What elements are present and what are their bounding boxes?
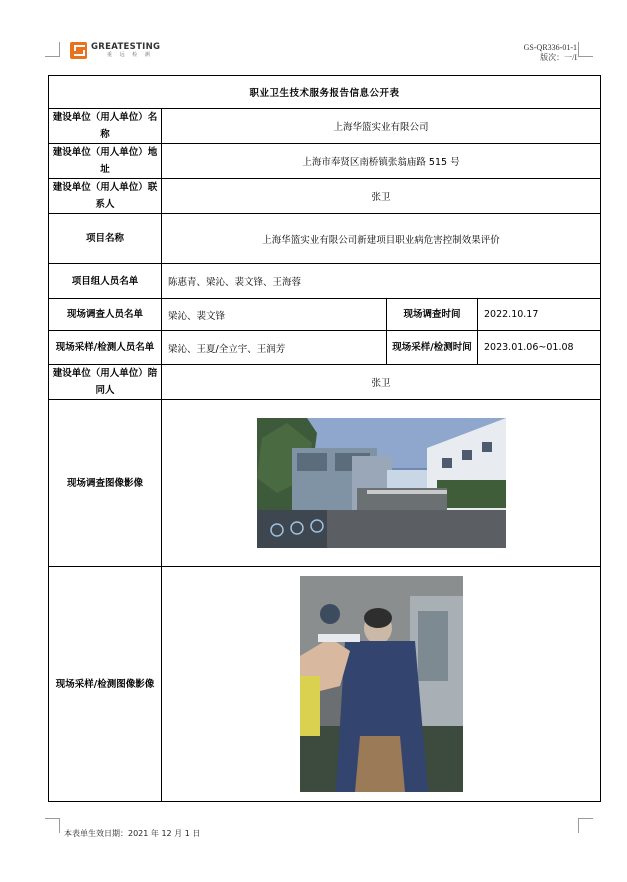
unit-name-label: 建设单位（用人单位）名称 (49, 109, 162, 144)
sampling-time-label: 现场采样/检测时间 (387, 331, 478, 365)
team-label: 项目组人员名单 (49, 264, 162, 299)
document-number: GS-QR336-01-1 (523, 43, 577, 52)
crop-mark-bottom-right (578, 818, 593, 833)
project-name-value: 上海华篮实业有限公司新建项目职业病危害控制效果评价 (162, 214, 601, 264)
sampling-photo-cell (162, 567, 601, 802)
document-version: 版次：一/I (540, 53, 577, 62)
project-name-label: 项目名称 (49, 214, 162, 264)
sampling-site-photo (300, 576, 463, 792)
logo-mark-icon (70, 42, 87, 59)
survey-staff-label: 现场调查人员名单 (49, 299, 162, 331)
sampling-staff-label: 现场采样/检测人员名单 (49, 331, 162, 365)
unit-address-label: 建设单位（用人单位）地址 (49, 144, 162, 179)
survey-staff-value: 梁沁、裴文锋 (162, 299, 387, 331)
sampling-time-value: 2023.01.06~01.08 (478, 331, 601, 365)
survey-time-label: 现场调查时间 (387, 299, 478, 331)
crop-mark-bottom-left (45, 818, 60, 833)
escort-value: 张卫 (162, 365, 601, 400)
unit-name-value: 上海华篮实业有限公司 (162, 109, 601, 144)
contact-value: 张卫 (162, 179, 601, 214)
crop-mark-top-left (45, 42, 60, 57)
sampling-photo-label: 现场采样/检测图像影像 (49, 567, 162, 802)
disclosure-table (48, 75, 601, 802)
unit-address-value: 上海市奉贤区南桥镇张翁庙路 515 号 (162, 144, 601, 179)
crop-mark-top-right (578, 42, 593, 57)
sampling-staff-value: 梁沁、王夏/全立宇、王润芳 (162, 331, 387, 365)
contact-label: 建设单位（用人单位）联系人 (49, 179, 162, 214)
survey-photo-cell (162, 400, 601, 567)
logo-english-name: GREATESTING (91, 41, 161, 52)
effective-date: 本表单生效日期：2021 年 12 月 1 日 (64, 829, 201, 838)
logo-chinese-name: 重 远 检 测 (107, 51, 153, 58)
document-number-block (524, 43, 577, 63)
survey-photo-label: 现场调查图像影像 (49, 400, 162, 567)
survey-time-value: 2022.10.17 (478, 299, 601, 331)
escort-label: 建设单位（用人单位）陪同人 (49, 365, 162, 400)
survey-site-photo (257, 418, 506, 548)
company-logo (70, 42, 160, 59)
page-title: 职业卫生技术服务报告信息公开表 (49, 76, 601, 109)
team-value: 陈惠青、梁沁、裴文锋、王海蓉 (162, 264, 601, 299)
